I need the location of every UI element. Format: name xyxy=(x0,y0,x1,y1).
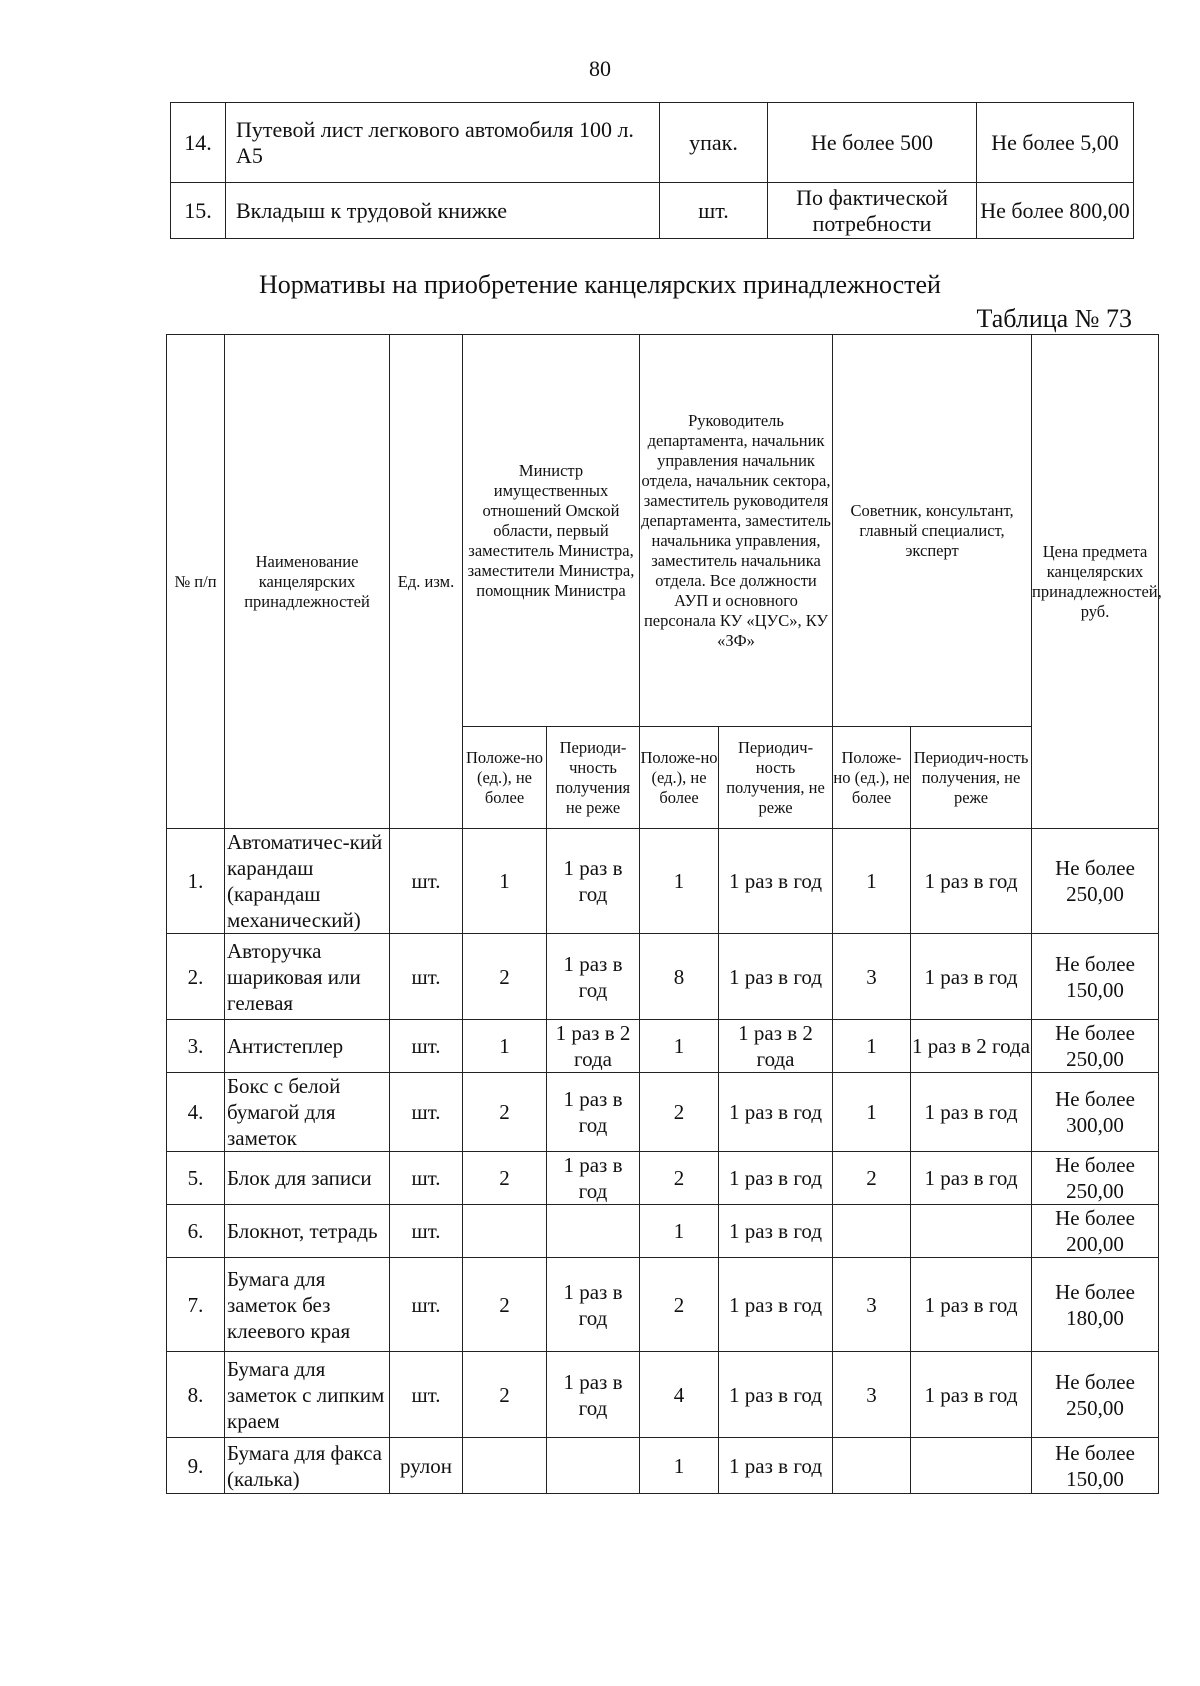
heads-quantity: 4 xyxy=(640,1352,719,1438)
continuation-table xyxy=(170,102,1134,239)
table-row xyxy=(167,1073,1159,1152)
item-price: Не более 200,00 xyxy=(1032,1205,1159,1258)
item-name: Блок для записи xyxy=(225,1152,390,1205)
item-unit: шт. xyxy=(390,1258,463,1352)
minister-quantity: 1 xyxy=(463,1020,547,1073)
table-row xyxy=(167,1152,1159,1205)
table-row xyxy=(167,1438,1159,1494)
heads-period: 1 раз в год xyxy=(719,1073,833,1152)
specialists-quantity: 2 xyxy=(833,1152,911,1205)
minister-period xyxy=(547,1438,640,1494)
header-price: Цена предмета канцелярских принадлежностей, руб. xyxy=(1032,335,1159,829)
item-price: Не более 150,00 xyxy=(1032,934,1159,1020)
item-name: Автоматичес-кий карандаш (карандаш механический) xyxy=(225,829,390,934)
heads-quantity: 1 xyxy=(640,1438,719,1494)
minister-quantity xyxy=(463,1438,547,1494)
minister-quantity: 1 xyxy=(463,829,547,934)
specialists-period: 1 раз в год xyxy=(911,934,1032,1020)
item-unit: шт. xyxy=(390,829,463,934)
table-number: Таблица № 73 xyxy=(976,304,1132,333)
item-unit: шт. xyxy=(390,1352,463,1438)
header-number: № п/п xyxy=(167,335,225,829)
header-group-heads: Руководитель департамента, начальник управления начальник отдела, начальник сектора, заместитель руководителя департамента, заместитель начальника управления, заместитель начальника отдела. Все должности АУП и основного персонала КУ «ЦУС», КУ «ЗФ» xyxy=(640,335,833,727)
heads-period: 1 раз в 2 года xyxy=(719,1020,833,1073)
row-number: 4. xyxy=(167,1073,225,1152)
table-row xyxy=(167,1020,1159,1073)
table-row xyxy=(167,1352,1159,1438)
specialists-quantity: 1 xyxy=(833,829,911,934)
item-name: Бумага для заметок без клеевого края xyxy=(225,1258,390,1352)
item-unit: шт. xyxy=(660,183,768,239)
header-unit: Ед. изм. xyxy=(390,335,463,829)
row-number: 9. xyxy=(167,1438,225,1494)
item-unit: шт. xyxy=(390,1073,463,1152)
subheader-period: Периодич-ность получения, не реже xyxy=(719,727,833,829)
minister-quantity xyxy=(463,1205,547,1258)
row-number: 1. xyxy=(167,829,225,934)
subheader-quantity: Положе-но (ед.), не более xyxy=(463,727,547,829)
heads-period: 1 раз в год xyxy=(719,1152,833,1205)
minister-quantity: 2 xyxy=(463,934,547,1020)
item-name: Бумага для заметок с липким краем xyxy=(225,1352,390,1438)
row-number: 14. xyxy=(171,103,226,183)
specialists-period: 1 раз в год xyxy=(911,829,1032,934)
table-row xyxy=(167,1258,1159,1352)
item-unit: шт. xyxy=(390,1020,463,1073)
item-unit: рулон xyxy=(390,1438,463,1494)
minister-quantity: 2 xyxy=(463,1073,547,1152)
item-name: Путевой лист легкового автомобиля 100 л. А5 xyxy=(226,103,660,183)
heads-period: 1 раз в год xyxy=(719,1438,833,1494)
subheader-period: Периоди-чность получения не реже xyxy=(547,727,640,829)
item-name: Блокнот, тетрадь xyxy=(225,1205,390,1258)
specialists-period: 1 раз в год xyxy=(911,1152,1032,1205)
heads-period: 1 раз в год xyxy=(719,829,833,934)
row-number: 2. xyxy=(167,934,225,1020)
table-row xyxy=(167,934,1159,1020)
item-name: Авторучка шариковая или гелевая xyxy=(225,934,390,1020)
item-unit: шт. xyxy=(390,934,463,1020)
heads-period: 1 раз в год xyxy=(719,1205,833,1258)
row-number: 5. xyxy=(167,1152,225,1205)
minister-period xyxy=(547,1205,640,1258)
item-price: Не более 250,00 xyxy=(1032,1020,1159,1073)
item-price: Не более 250,00 xyxy=(1032,1152,1159,1205)
stationery-norms-table xyxy=(166,334,1162,1494)
specialists-period: 1 раз в год xyxy=(911,1258,1032,1352)
row-number: 15. xyxy=(171,183,226,239)
item-unit: шт. xyxy=(390,1205,463,1258)
subheader-quantity: Положе-но (ед.), не более xyxy=(640,727,719,829)
item-price: Не более 300,00 xyxy=(1032,1073,1159,1152)
minister-period: 1 раз в год xyxy=(547,934,640,1020)
header-name: Наименование канцелярских принадлежностей xyxy=(225,335,390,829)
heads-quantity: 2 xyxy=(640,1258,719,1352)
specialists-period: 1 раз в год xyxy=(911,1073,1032,1152)
item-name: Антистеплер xyxy=(225,1020,390,1073)
specialists-period xyxy=(911,1205,1032,1258)
heads-quantity: 2 xyxy=(640,1152,719,1205)
item-name: Бумага для факса (калька) xyxy=(225,1438,390,1494)
minister-period: 1 раз в год xyxy=(547,1352,640,1438)
row-number: 6. xyxy=(167,1205,225,1258)
table-row xyxy=(171,183,1134,239)
item-price: Не более 250,00 xyxy=(1032,1352,1159,1438)
row-number: 8. xyxy=(167,1352,225,1438)
minister-period: 1 раз в год xyxy=(547,1258,640,1352)
header-row xyxy=(167,335,1159,727)
specialists-quantity: 1 xyxy=(833,1073,911,1152)
table-body xyxy=(167,829,1159,1494)
specialists-quantity: 1 xyxy=(833,1020,911,1073)
item-unit: шт. xyxy=(390,1152,463,1205)
item-name: Вкладыш к трудовой книжке xyxy=(226,183,660,239)
minister-period: 1 раз в год xyxy=(547,1152,640,1205)
minister-period: 1 раз в год xyxy=(547,1073,640,1152)
row-number: 7. xyxy=(167,1258,225,1352)
minister-quantity: 2 xyxy=(463,1152,547,1205)
heads-period: 1 раз в год xyxy=(719,1352,833,1438)
item-price: Не более 250,00 xyxy=(1032,829,1159,934)
minister-period: 1 раз в год xyxy=(547,829,640,934)
heads-quantity: 1 xyxy=(640,829,719,934)
header-group-specialists: Советник, консультант, главный специалист, эксперт xyxy=(833,335,1032,727)
heads-period: 1 раз в год xyxy=(719,934,833,1020)
section-heading: Нормативы на приобретение канцелярских принадлежностей xyxy=(259,270,941,299)
specialists-quantity xyxy=(833,1205,911,1258)
heads-quantity: 8 xyxy=(640,934,719,1020)
heads-quantity: 1 xyxy=(640,1020,719,1073)
specialists-period xyxy=(911,1438,1032,1494)
item-name: Бокс с белой бумагой для заметок xyxy=(225,1073,390,1152)
specialists-period: 1 раз в 2 года xyxy=(911,1020,1032,1073)
minister-quantity: 2 xyxy=(463,1258,547,1352)
specialists-quantity xyxy=(833,1438,911,1494)
item-quantity: Не более 500 xyxy=(768,103,977,183)
specialists-period: 1 раз в год xyxy=(911,1352,1032,1438)
specialists-quantity: 3 xyxy=(833,1258,911,1352)
item-quantity: По фактической потребности xyxy=(768,183,977,239)
page-number: 80 xyxy=(589,56,611,81)
header-group-minister: Министр имущественных отношений Омской области, первый заместитель Министра, заместители Министра, помощник Министра xyxy=(463,335,640,727)
item-price: Не более 800,00 xyxy=(977,183,1134,239)
item-price: Не более 5,00 xyxy=(977,103,1134,183)
row-number: 3. xyxy=(167,1020,225,1073)
item-unit: упак. xyxy=(660,103,768,183)
subheader-quantity: Положе-но (ед.), не более xyxy=(833,727,911,829)
specialists-quantity: 3 xyxy=(833,1352,911,1438)
specialists-quantity: 3 xyxy=(833,934,911,1020)
table-row xyxy=(171,103,1134,183)
item-price: Не более 180,00 xyxy=(1032,1258,1159,1352)
heads-period: 1 раз в год xyxy=(719,1258,833,1352)
table-row xyxy=(167,829,1159,934)
heads-quantity: 1 xyxy=(640,1205,719,1258)
table-row xyxy=(167,1205,1159,1258)
minister-period: 1 раз в 2 года xyxy=(547,1020,640,1073)
minister-quantity: 2 xyxy=(463,1352,547,1438)
heads-quantity: 2 xyxy=(640,1073,719,1152)
item-price: Не более 150,00 xyxy=(1032,1438,1159,1494)
subheader-period: Периодич-ность получения, не реже xyxy=(911,727,1032,829)
